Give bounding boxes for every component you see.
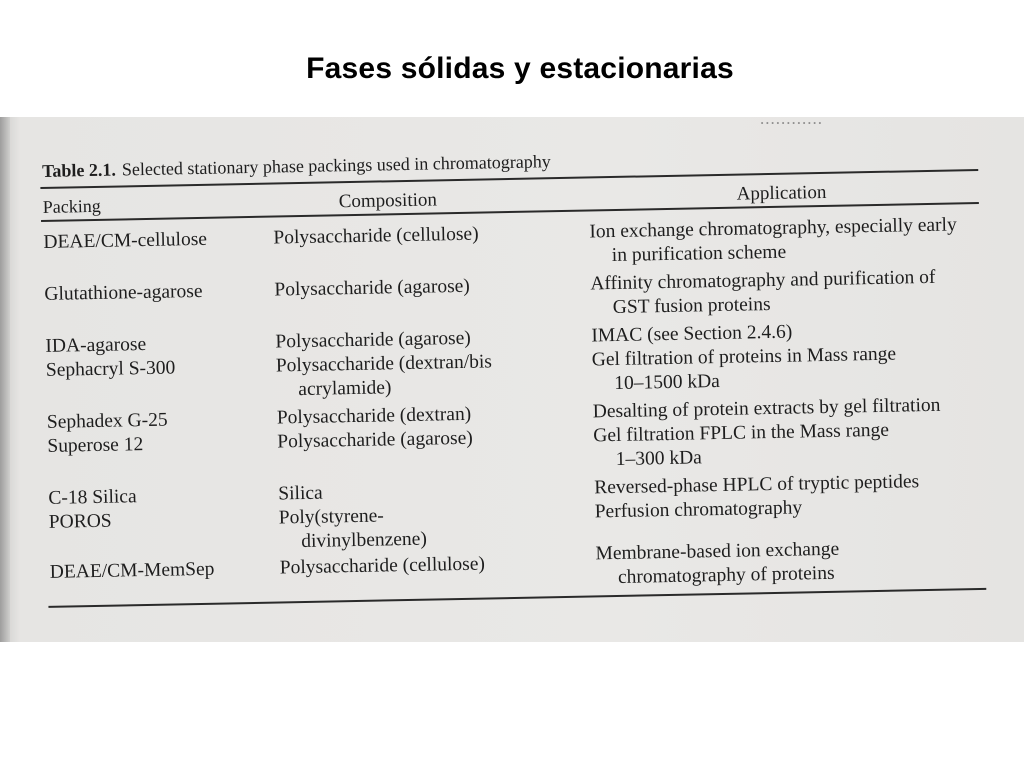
table-cell-packing: Sephacryl S-300 xyxy=(45,357,176,381)
table-cell-composition xyxy=(276,350,493,402)
composition-line: Polysaccharide (cellulose) xyxy=(279,553,486,579)
application-line: chromatography of proteins xyxy=(617,562,835,588)
cut-off-page-text: ............ xyxy=(760,117,823,128)
table-cell-composition xyxy=(273,223,479,251)
scanned-table-image xyxy=(0,117,1024,642)
table-cell-packing: C-18 Silica xyxy=(48,486,137,509)
table-caption-label: Table 2.1. xyxy=(41,159,117,181)
table-cell-application xyxy=(595,496,803,524)
application-line: Reversed-phase HPLC of tryptic peptides xyxy=(594,471,920,499)
table-cell-packing: DEAE/CM-MemSep xyxy=(49,558,215,583)
table-cell-composition xyxy=(280,553,486,581)
composition-line: Polysaccharide (agarose) xyxy=(275,327,472,353)
application-line: Gel filtration FPLC in the Mass range xyxy=(593,419,890,447)
composition-line: Polysaccharide (cellulose) xyxy=(273,223,479,249)
composition-line: divinylbenzene) xyxy=(301,528,428,553)
table-cell-packing: Superose 12 xyxy=(47,434,144,457)
application-line: Membrane-based ion exchange xyxy=(595,538,840,565)
table-caption xyxy=(42,151,551,182)
table-cell-application xyxy=(589,213,957,268)
table-cell-packing: Glutathione-agarose xyxy=(44,280,203,305)
composition-line: acrylamide) xyxy=(298,377,392,401)
application-line: in purification scheme xyxy=(611,241,787,267)
application-line: Perfusion chromatography xyxy=(594,497,803,523)
application-line: GST fusion proteins xyxy=(612,294,771,319)
table-cell-packing: POROS xyxy=(48,510,112,533)
table-cell-packing: Sephadex G-25 xyxy=(46,409,168,433)
book-page xyxy=(0,117,1024,642)
application-line: Desalting of protein extracts by gel filtration xyxy=(592,394,941,423)
application-line: Gel filtration of proteins in Mass range xyxy=(591,343,897,371)
composition-line: Silica xyxy=(278,482,323,505)
table-cell-application xyxy=(593,419,890,473)
table-cell-composition xyxy=(279,504,428,555)
table-cell-composition xyxy=(277,427,473,455)
table-cell-application xyxy=(592,343,897,397)
column-header-composition: Composition xyxy=(338,189,438,213)
table-cell-application xyxy=(595,538,840,591)
application-line: Affinity chromatography and purification of xyxy=(590,266,936,295)
composition-line: Poly(styrene- xyxy=(278,505,385,529)
application-line: Ion exchange chromatography, especially early xyxy=(589,214,957,243)
composition-line: Polysaccharide (dextran/bis xyxy=(275,351,493,377)
column-header-application: Application xyxy=(736,181,827,205)
composition-line: Polysaccharide (agarose) xyxy=(274,275,471,301)
table-cell-composition xyxy=(278,482,323,507)
application-line: 1–300 kDa xyxy=(615,447,703,470)
table-caption-text: Selected stationary phase packings used in chromatography xyxy=(121,151,551,180)
composition-line: Polysaccharide (dextran) xyxy=(276,403,472,429)
column-header-packing: Packing xyxy=(42,195,101,217)
table-bottom-rule xyxy=(48,588,986,608)
table-cell-packing: DEAE/CM-cellulose xyxy=(43,228,208,253)
composition-line: Polysaccharide (agarose) xyxy=(277,427,473,453)
application-line: 10–1500 kDa xyxy=(614,370,721,395)
table-cell-composition xyxy=(274,275,470,303)
table-cell-application xyxy=(590,266,936,321)
table-cell-application xyxy=(594,470,919,500)
application-line: IMAC (see Section 2.4.6) xyxy=(591,321,793,347)
table-cell-packing: IDA-agarose xyxy=(45,333,147,357)
slide-title: Fases sólidas y estacionarias xyxy=(306,52,734,85)
